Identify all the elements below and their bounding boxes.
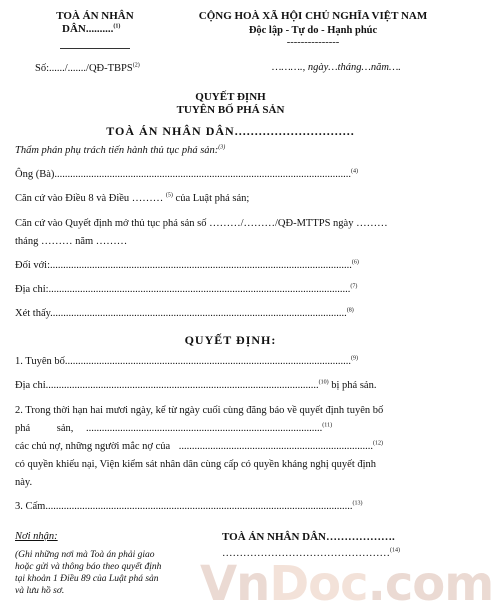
- document-title: QUYẾT ĐỊNH: [195, 91, 266, 103]
- decision-number-text: Số:....../......./QĐ-TBPS: [35, 63, 133, 74]
- can-cu-2-line2: tháng ……… năm ………: [15, 236, 128, 247]
- item-2-creditors-dots: ..........................................................................: [178, 441, 374, 452]
- court-divider: [60, 48, 130, 49]
- decision-item-1-address: [15, 380, 376, 391]
- recipients-note-1: (Ghi những nơi mà Toà án phải giao: [15, 550, 155, 560]
- recipients-label: Nơi nhận:: [15, 531, 58, 542]
- signature-court: TOÀ ÁN NHÂN DÂN……………….: [222, 531, 395, 543]
- judge-line: [15, 145, 225, 156]
- signature-dots: …………………………………………: [222, 548, 390, 559]
- date-line: ………., ngày…tháng…năm….: [272, 62, 401, 73]
- ong-ba-line: [15, 169, 358, 180]
- court-footnote-1: (1): [113, 23, 121, 30]
- can-cu-2-line1: Căn cứ vào Quyết định mở thủ tục phá sản số ………/………/QĐ-MTTPS ngày ………: [15, 218, 388, 229]
- xet-thay-footnote-8: (8): [346, 307, 354, 314]
- decision-item-2-line4: có quyền khiếu nại, Viện kiểm sát nhân dân cùng cấp có quyền kháng nghị quyết định: [15, 459, 377, 470]
- signature-footnote-14: (14): [390, 547, 400, 554]
- item-1-tail: bị phá sản.: [331, 380, 377, 391]
- national-motto: Độc lập - Tự do - Hạnh phúc: [248, 25, 378, 36]
- judge-footnote-3: (3): [218, 144, 226, 151]
- xet-thay-line: [15, 308, 354, 319]
- doi-voi-footnote-6: (6): [351, 259, 359, 266]
- vndoc-watermark-logo: [200, 556, 493, 612]
- item-2-footnote-12: (12): [373, 440, 384, 447]
- item-3-text: 3. Cấm.....................................................................................................................: [15, 501, 353, 512]
- decision-number: [35, 63, 140, 74]
- court-name-line2: [62, 23, 120, 35]
- decision-item-2-line1: 2. Trong thời hạn hai mươi ngày, kể từ ngày cuối cùng đăng báo về quyết định tuyên bố: [15, 405, 384, 416]
- issuing-court: TOÀ ÁN NHÂN DÂN..............................: [106, 124, 355, 138]
- dia-chi-text: Địa chỉ:...................................................................................................................: [15, 284, 351, 295]
- judge-label: Thẩm phán phụ trách tiến hành thủ tục phá sản:: [15, 145, 219, 156]
- motto-underline: ---------------: [286, 37, 340, 48]
- item-2-dots: ..........................................................................................: [86, 423, 323, 434]
- item-1-address-text: Địa chỉ........................................................................................................: [15, 380, 319, 391]
- watermark-vn: Vn: [200, 556, 270, 612]
- decision-item-1: [15, 356, 358, 367]
- court-name-dots: DÂN..........: [62, 23, 114, 35]
- item-1-footnote-9: (9): [351, 355, 359, 362]
- recipients-note-3: tại khoản 1 Điều 89 của Luật phá sản: [15, 574, 159, 584]
- court-name-line1: TOÀ ÁN NHÂN: [56, 10, 134, 22]
- decision-item-2-line2: [15, 423, 332, 434]
- can-cu-1-line: [15, 193, 249, 204]
- decision-item-2-line5: này.: [15, 477, 33, 488]
- dia-chi-line: [15, 284, 357, 295]
- ong-ba-footnote-4: (4): [351, 168, 358, 175]
- ong-ba-text: Ông (Bà).................................................................................................................: [15, 169, 351, 180]
- item-2-san: sản,: [56, 423, 74, 434]
- can-cu-1-footnote-5: (5): [165, 192, 173, 199]
- item-1-address-footnote-10: (10): [318, 379, 329, 386]
- country-name: CỘNG HOÀ XÃ HỘI CHỦ NGHĨA VIỆT NAM: [198, 10, 428, 22]
- decision-heading: QUYẾT ĐỊNH:: [184, 333, 277, 347]
- item-1-text: 1. Tuyên bố.............................................................................................................: [15, 356, 352, 367]
- item-2-pha: phá: [15, 423, 31, 434]
- dia-chi-footnote-7: (7): [350, 283, 358, 290]
- decision-item-2-line3: [15, 441, 383, 452]
- recipients-note-2: hoặc gửi và thông báo theo quyết định: [15, 562, 162, 572]
- xet-thay-text: Xét thấy.................................................................................................................: [15, 308, 347, 319]
- doi-voi-line: [15, 260, 359, 271]
- item-3-footnote-13: (13): [352, 500, 363, 507]
- item-2-creditors: các chủ nợ, những người mắc nợ của: [15, 441, 171, 452]
- doi-voi-text: Đối với:...................................................................................................................: [15, 260, 352, 271]
- item-2-footnote-11: (11): [322, 422, 333, 429]
- number-footnote-2: (2): [132, 62, 140, 69]
- can-cu-1-text-b: của Luật phá sản;: [175, 193, 250, 204]
- watermark-doc: Doc: [269, 556, 368, 612]
- document-subtitle: TUYÊN BỐ PHÁ SẢN: [176, 104, 285, 116]
- decision-item-3: [15, 501, 362, 512]
- watermark-com: .com: [367, 556, 493, 612]
- recipients-note-4: và lưu hồ sơ.: [15, 586, 65, 596]
- can-cu-1-text-a: Căn cứ vào Điều 8 và Điều ………: [15, 193, 164, 204]
